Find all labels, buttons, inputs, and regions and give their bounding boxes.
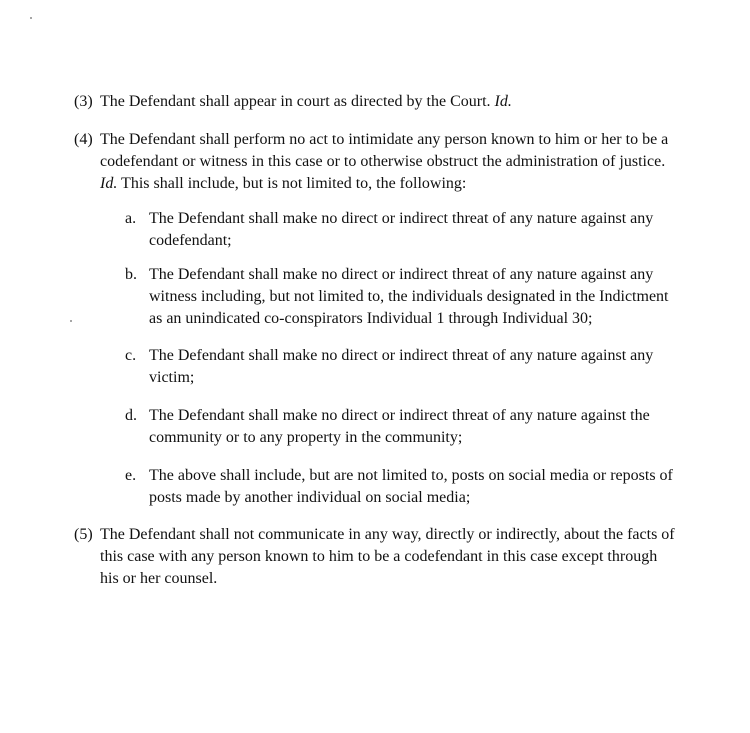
paragraph-number: (5) [74,526,93,543]
citation: Id. [494,93,512,110]
list-item-line: The Defendant shall make no direct or indirect threat of any nature against any [149,347,654,364]
paragraph-text: This shall include, but is not limited to, the following: [117,175,467,192]
paragraph-3 [74,91,714,113]
list-item-d [125,405,725,449]
paragraph-5 [74,524,724,590]
paragraph-line: this case with any person known to him to be a codefendant in this case except through [100,548,658,565]
list-item-letter: e. [125,467,137,484]
list-item-letter: c. [125,347,137,364]
list-item-letter: a. [125,210,137,227]
list-item-e [125,465,725,509]
list-item-line: witness including, but not limited to, the individuals designated in the Indictment [149,288,669,305]
scan-speck [30,17,32,19]
paragraph-line: codefendant or witness in this case or to otherwise obstruct the administration of justice. [100,153,666,170]
list-item-line: posts made by another individual on social media; [149,489,471,506]
paragraph-line: The Defendant shall not communicate in any way, directly or indirectly, about the facts of [100,526,675,543]
list-item-line: as an unindicated co-conspirators Individual 1 through Individual 30; [149,310,593,327]
paragraph-line: his or her counsel. [100,570,218,587]
paragraph-number: (3) [74,93,93,110]
list-item-line: codefendant; [149,232,232,249]
list-item-line: The Defendant shall make no direct or indirect threat of any nature against any [149,266,654,283]
paragraph-number: (4) [74,131,93,148]
paragraph-line [100,173,724,195]
list-item-a [125,208,725,252]
list-item-line: The Defendant shall make no direct or indirect threat of any nature against any [149,210,654,227]
citation: Id. [100,175,118,192]
paragraph-4 [74,129,724,195]
list-item-line: The Defendant shall make no direct or indirect threat of any nature against the [149,407,650,424]
paragraph-text: The Defendant shall appear in court as directed by the Court. [100,93,491,110]
list-item-line: victim; [149,369,195,386]
list-item-c [125,345,725,389]
paragraph-line: The Defendant shall perform no act to intimidate any person known to him or her to be a [100,131,669,148]
list-item-line: community or to any property in the community; [149,429,463,446]
list-item-letter: d. [125,407,137,424]
list-item-letter: b. [125,266,137,283]
list-item-b [125,264,725,330]
list-item-line: The above shall include, but are not limited to, posts on social media or reposts of [149,467,673,484]
scan-speck [70,320,72,322]
